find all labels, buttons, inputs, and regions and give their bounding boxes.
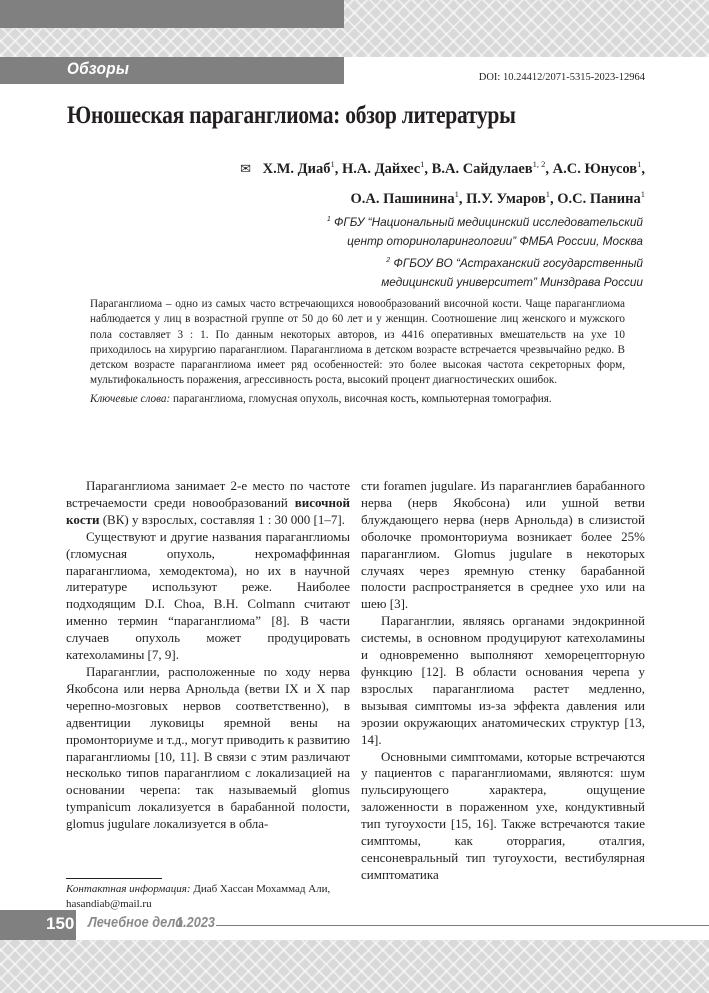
author-line-2: О.А. Пашинина$^1$, П.У. Умаров$^1$, О.С. Панина$^1$ [350, 188, 645, 207]
author-affiliation-mark: 1, 2 [532, 159, 546, 169]
affiliations [223, 210, 643, 292]
bold-term: височной кости [66, 494, 350, 527]
journal-name: Лечебное дело [88, 915, 183, 931]
doi[interactable]: DOI: 10.24412/2071-5315-2023-12964 [478, 72, 645, 83]
paragraph: Существуют и другие названия параганглиомы (гломусная опухоль, нехромаффинная параганглиома, хемодектома), но их в научной литературе используют реже. Наиболее подходящим D.I. Choa, B.H. Colmann считают именно термин “параганглиома” [8]. В части случаев опухоль может продуцировать катехоламины [7, 9]. [66, 528, 350, 663]
author-name: П.У. Умаров [466, 190, 546, 207]
author-name: Н.А. Дайхес [342, 160, 421, 177]
author-affiliation-mark: 1 [330, 159, 335, 169]
paragraph: сти foramen jugulare. Из параганглиев барабанного нерва (нерв Якобсона) или ушной ветви блуждающего нерва (нерв Арнольда) в слизистой оболочке промонториума возникает более 25% параганглиом. Glomus jugulare в некоторых случаях через яремную стенку барабанной полости распространяется в среднее ухо или на шею [3]. [361, 478, 645, 612]
paragraph: Параганглиома занимает 2-е место по частоте встречаемости среди новообразований височной кости (ВК) у взрослых, составляя 1 : 30 000 [1–7]. [66, 478, 350, 527]
author-list [125, 152, 645, 212]
footer-divider [216, 925, 709, 926]
author-affiliation-mark: 1 [454, 188, 459, 199]
page-number: 150 [46, 914, 75, 933]
keywords-label: Ключевые слова: [90, 392, 171, 405]
author-line-1: ✉ Х.М. Диаб$^1$, Н.А. Дайхес$^1$, В.А. Сайдулаев$^{1, 2}$, А.С. Юнусов$^1$, [240, 159, 645, 177]
footer-pattern-band [0, 940, 709, 993]
author-name: О.А. Пашинина [350, 190, 455, 207]
contact-divider [66, 878, 162, 879]
author-name: О.С. Панина [557, 190, 641, 207]
affiliation-line: $^2$ ФГБОУ ВО “Астраханский государственный [386, 255, 643, 270]
paragraph: Параганглии, расположенные по ходу нерва Якобсона или нерва Арнольда (ветви IX и X пар черепно-мозговых нервов соответственно), в адвентиции луковицы яремной вены на промонториуме и т.д., могут приводить к развитию параганглиомы [10, 11]. В связи с этим различают несколько типов параганглиом с локализацией на основании черепа: так называемый glomus tympanicum локализуется в барабанной полости, glomus jugulare локализуется в обла- [66, 663, 350, 832]
paragraph: Основными симптомами, которые встречаются у пациентов с параганглиомами, являются: шум пульсирующего характера, ощущение заложенности в пораженном ухе, кондуктивный тип тугоухости [15, 16]. Также встречаются такие симптомы, как оторрагия, оталгия, сенсоневральный тип тугоухости, вестибулярная симптоматика [361, 748, 645, 882]
author-name: Х.М. Диаб [262, 160, 331, 177]
body-column-right [361, 478, 645, 884]
envelope-icon: ✉ [240, 160, 252, 176]
affiliation-line: медицинский университет” Минздрава России [381, 274, 643, 289]
author-affiliation-mark: 1 [640, 188, 645, 199]
abstract-text: Параганглиома – одно из самых часто встречающихся новообразований височной кости. Чаще параганглиома наблюдается у лиц в возрастной группе от 50 до 60 лет и у женщин. Соотношение лиц женского и мужского пола составляет 3 : 1. По данным некоторых авторов, из 4416 оперативных вмешательств на ухе 10 приходилось на хирургию параганглиом. Параганглиома в детском возрасте встречается чрезвычайно редко. В детском возрасте параганглиома имеет ряд особенностей: это более высокая частота секреторных форм, мультифокальность поражения, агрессивность роста, высокий процент диагностических ошибок. [90, 298, 625, 387]
contact-text[interactable]: Диаб Хассан Мохаммад Али, hasandiab@mail.ru [66, 883, 331, 910]
affiliation-line: центр оториноларингологии” ФМБА России, Москва [347, 233, 643, 248]
section-label: Обзоры [67, 59, 130, 78]
abstract [90, 297, 625, 407]
keywords [90, 392, 625, 407]
body-column-left [66, 478, 350, 833]
contact-label: Контактная информация: [66, 883, 191, 895]
article-title: Юношеская параганглиома: обзор литературы [67, 102, 516, 129]
affiliation-line: $^1$ ФГБУ “Национальный медицинский исследовательский [326, 214, 643, 229]
header-gray-block [0, 0, 344, 28]
author-name: А.С. Юнусов [552, 160, 638, 177]
section-label-box [0, 57, 344, 84]
author-affiliation-mark: 1 [545, 188, 551, 199]
contact-info [66, 882, 356, 911]
paragraph: Параганглии, являясь органами эндокринной системы, в основном продуцируют катехоламины и одновременно выполняют хеморецепторную функцию [12]. В области основания черепа у взрослых параганглиома растет медленно, вызывая симптомы из-за эффекта давления или эрозии окружающих анатомических структур [13, 14]. [361, 613, 645, 747]
author-name: В.А. Сайдулаев [431, 160, 533, 177]
author-affiliation-mark: 1 [420, 159, 425, 169]
author-affiliation-mark: 1 [637, 159, 642, 169]
journal-issue: 1.2023 [176, 915, 216, 931]
keywords-text: параганглиома, гломусная опухоль, височная кость, компьютерная томография. [173, 392, 552, 405]
